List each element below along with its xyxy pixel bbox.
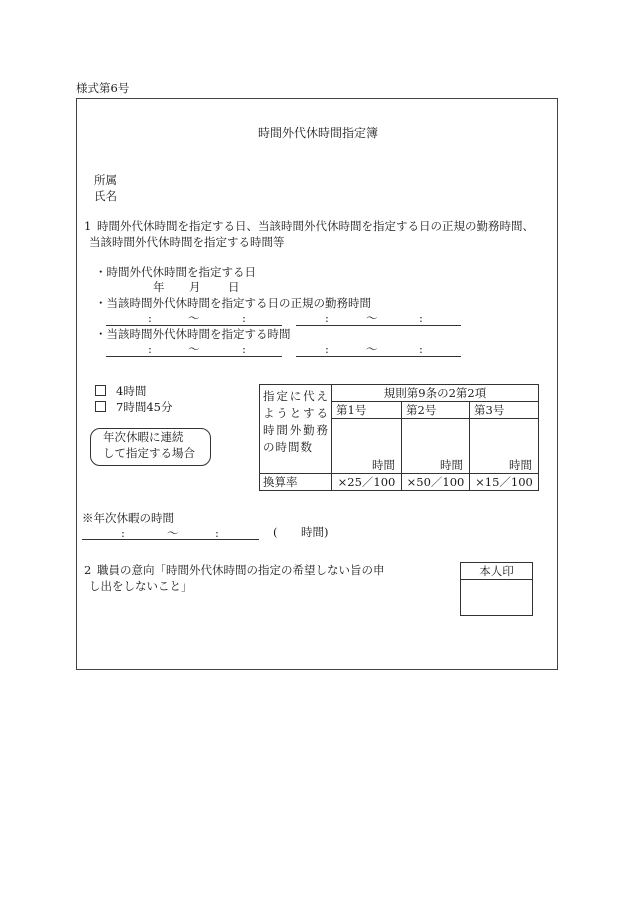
rate-cell-1: ×25／100 xyxy=(332,474,402,491)
designated-time-colon-2: : xyxy=(242,342,246,356)
conversion-table xyxy=(259,384,539,491)
option-4-hours-label: 4時間 xyxy=(116,384,147,398)
regular-hours-line-1[interactable] xyxy=(106,325,282,326)
item-designated-time-label: ・当該時間外代休時間を指定する時間 xyxy=(95,327,291,341)
checkbox-icon[interactable] xyxy=(95,385,106,396)
designated-time-tilde-1: 〜 xyxy=(188,342,200,356)
annual-leave-tilde: 〜 xyxy=(167,526,179,540)
regular-hours-colon-1: : xyxy=(148,311,152,325)
column-header-2: 第2号 xyxy=(402,402,470,419)
option-7h45m[interactable] xyxy=(95,401,172,415)
section2-number: 2 xyxy=(84,563,92,577)
page-title: 時間外代休時間指定簿 xyxy=(258,126,379,140)
rate-cell-3: ×15／100 xyxy=(470,474,539,491)
section1-number: 1 xyxy=(84,219,92,233)
annual-leave-paren-open: ( xyxy=(273,525,278,539)
designated-time-line-1[interactable] xyxy=(106,356,282,357)
option-7h45m-label: 7時間45分 xyxy=(116,400,173,414)
annual-leave-line1: 年次休暇に連続 xyxy=(103,430,184,444)
row-header-text: 指定に代えようとする時間外勤務の時間数 xyxy=(263,389,329,454)
annual-leave-colon-1: : xyxy=(121,526,125,540)
column-header-1: 第1号 xyxy=(332,402,402,419)
option-4-hours[interactable] xyxy=(95,385,146,399)
designated-time-colon-3: : xyxy=(325,342,329,356)
section1-text-line1: 時間外代休時間を指定する日、当該時間外代休時間を指定する日の正規の勤務時間、 xyxy=(97,219,534,233)
item-regular-hours-label: ・当該時間外代休時間を指定する日の正規の勤務時間 xyxy=(95,296,371,310)
rate-cell-2: ×50／100 xyxy=(402,474,470,491)
date-month-label: 月 xyxy=(189,280,201,294)
rate-label-cell: 換算率 xyxy=(260,474,332,491)
regular-hours-colon-2: : xyxy=(242,311,246,325)
name-label: 氏名 xyxy=(94,189,117,203)
regular-hours-tilde-2: 〜 xyxy=(366,311,378,325)
designated-time-colon-1: : xyxy=(148,342,152,356)
item-designated-day-label: ・時間外代休時間を指定する日 xyxy=(95,265,256,279)
regular-hours-tilde-1: 〜 xyxy=(188,311,200,325)
hours-cell-1[interactable]: 時間 xyxy=(332,419,402,474)
group-header-text: 規則第9条の2第2項 xyxy=(383,386,487,400)
section2-text-line2: し出をしないこと」 xyxy=(89,579,193,593)
regular-hours-colon-3: : xyxy=(325,311,329,325)
designated-time-tilde-2: 〜 xyxy=(366,342,378,356)
form-number: 様式第6号 xyxy=(76,81,130,95)
personal-seal-box[interactable] xyxy=(460,562,533,616)
hours-cell-3[interactable]: 時間 xyxy=(470,419,539,474)
hours-cell-2[interactable]: 時間 xyxy=(402,419,470,474)
checkbox-icon[interactable] xyxy=(95,401,106,412)
annual-leave-time-line[interactable] xyxy=(82,539,259,540)
date-year-label: 年 xyxy=(153,280,165,294)
annual-leave-colon-2: : xyxy=(215,526,219,540)
section2-text-line1: 職員の意向「時間外代休時間の指定の希望しない旨の申 xyxy=(97,563,385,577)
section1-text-line2: 当該時間外代休時間を指定する時間等 xyxy=(89,235,285,249)
regular-hours-line-2[interactable] xyxy=(296,325,461,326)
column-header-3: 第3号 xyxy=(470,402,539,419)
affiliation-label: 所属 xyxy=(94,173,117,187)
date-day-label: 日 xyxy=(228,280,240,294)
designated-time-line-2[interactable] xyxy=(296,356,461,357)
annual-leave-paren-unit: 時間) xyxy=(301,525,329,539)
personal-seal-label: 本人印 xyxy=(461,563,532,580)
group-header-cell xyxy=(332,385,539,402)
annual-leave-line2: して指定する場合 xyxy=(103,446,195,460)
designated-time-colon-4: : xyxy=(419,342,423,356)
annual-leave-time-label: ※年次休暇の時間 xyxy=(82,511,174,525)
row-header-cell xyxy=(260,385,332,474)
regular-hours-colon-4: : xyxy=(419,311,423,325)
